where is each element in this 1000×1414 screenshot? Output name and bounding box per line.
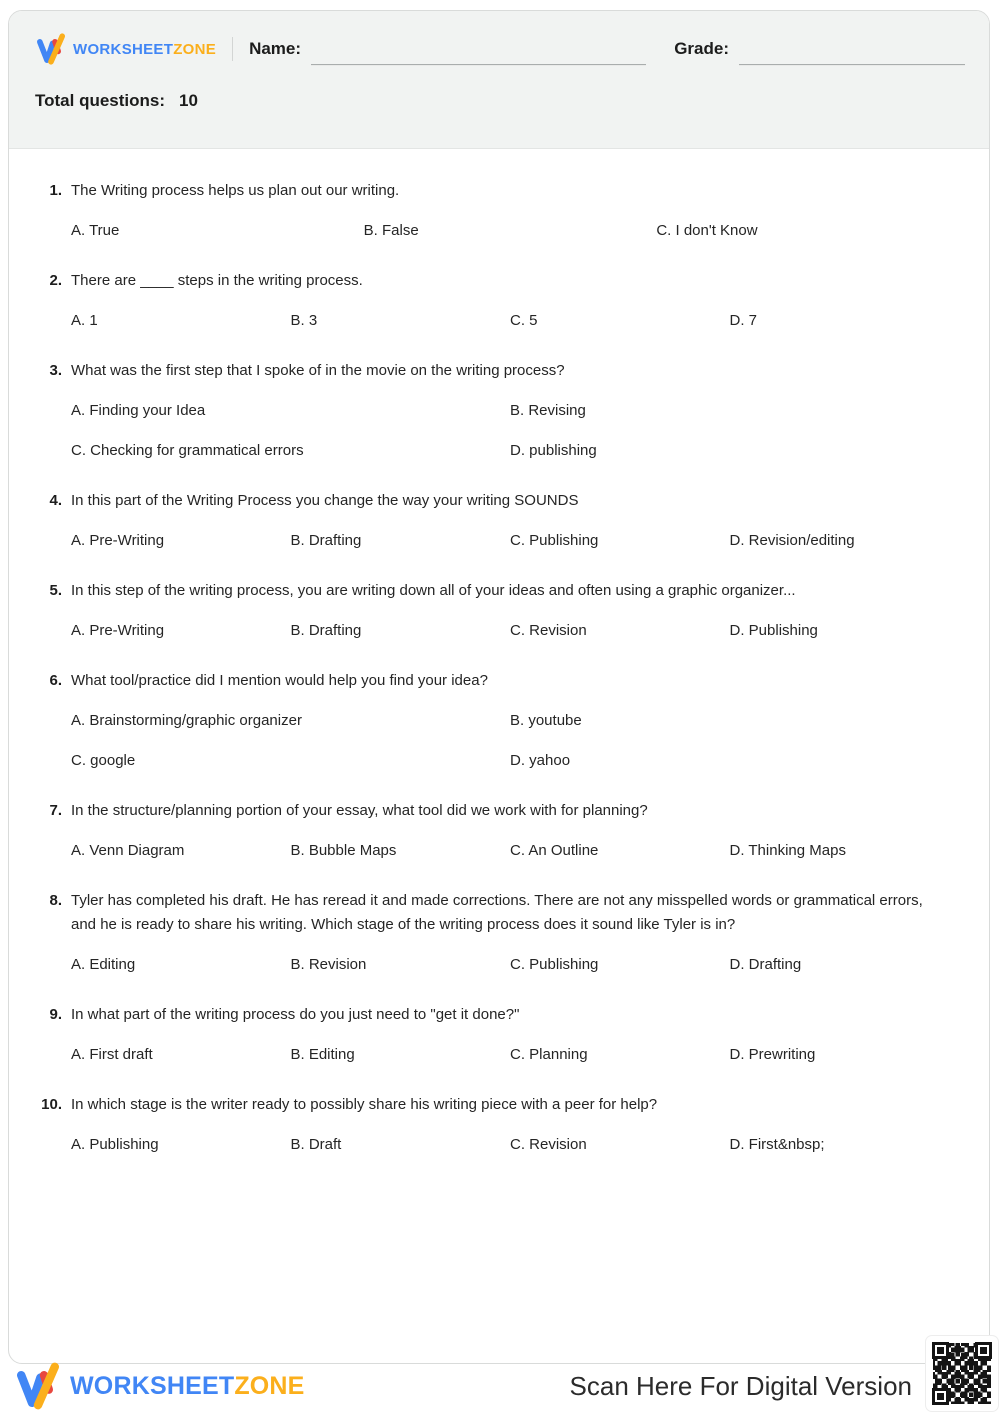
question-item [36,669,949,773]
page-footer [14,1358,912,1414]
question-list [9,149,989,1157]
answer-option: C. Planning [510,1046,588,1063]
answer-options [71,1133,949,1157]
footer-brand-name [70,1372,305,1401]
answer-option: A. Pre-Writing [71,622,165,639]
worksheet-header [9,11,989,149]
question-body [71,799,949,863]
answer-option: C. google [71,752,136,769]
answer-option: D. Publishing [729,622,818,639]
qr-finder-icon [932,1388,949,1405]
question-text: In this step of the writing process, you are writing down all of your ideas and often using a graphic organizer... [71,582,796,599]
qr-finder-icon [975,1342,992,1359]
answer-option: B. False [363,222,419,239]
question-body [71,889,949,977]
qr-code [926,1336,998,1411]
answer-option: D. Revision/editing [729,532,855,549]
question-number: 10. [41,1096,62,1113]
answer-options [71,619,949,643]
question-text: Tyler has completed his draft. He has reread it and made corrections. There are not any misspelled words or grammatical errors, and he is ready to share his writing. Which stage of the writing process does it sound like Tyler is in? [71,892,923,933]
answer-options [71,529,949,553]
answer-options [71,709,949,773]
footer-brand [14,1362,305,1410]
answer-options [71,399,949,463]
answer-option: C. Revision [510,622,587,639]
answer-option: B. Drafting [290,532,362,549]
header-divider [232,37,233,61]
brand-name [73,41,216,58]
question-number: 2. [49,272,62,289]
question-text: The Writing process helps us plan out our writing. [71,182,400,199]
answer-option: B. Editing [290,1046,355,1063]
brand-word-worksheet: WORKSHEET [73,40,174,58]
question-body [71,1093,949,1157]
question-item [36,179,949,243]
question-item [36,579,949,643]
answer-option: B. Bubble Maps [290,842,397,859]
qr-finder-icon [932,1342,949,1359]
question-text: In which stage is the writer ready to possibly share his writing piece with a peer for help? [71,1096,658,1113]
answer-option: D. Drafting [729,956,802,973]
brand-word-worksheet: WORKSHEET [70,1371,235,1400]
worksheet-page [8,10,990,1364]
qr-pattern [933,1343,991,1404]
question-item [36,889,949,977]
brand-word-zone: ZONE [173,40,217,58]
question-number: 9. [49,1006,62,1023]
answer-option: C. Checking for grammatical errors [71,442,304,459]
answer-option: D. Thinking Maps [729,842,846,859]
answer-option: A. Publishing [71,1136,159,1153]
answer-options [71,1043,949,1067]
answer-options [71,839,949,863]
question-body [71,669,949,773]
grade-label: Grade: [674,39,729,58]
total-questions-value: 10 [179,91,198,110]
question-text: There are ____ steps in the writing process. [71,272,363,289]
question-item [36,269,949,333]
answer-option: B. Draft [290,1136,342,1153]
answer-option: B. 3 [290,312,318,329]
question-text: In what part of the writing process do you just need to "get it done?" [71,1006,520,1023]
answer-option: D. yahoo [510,752,571,769]
question-text: What was the first step that I spoke of in the movie on the writing process? [71,362,565,379]
answer-option: C. Revision [510,1136,587,1153]
answer-option: D. 7 [729,312,758,329]
question-item [36,799,949,863]
question-item [36,1093,949,1157]
question-text: In the structure/planning portion of your essay, what tool did we work with for planning? [71,802,648,819]
question-number: 7. [49,802,62,819]
total-questions-row [35,91,965,111]
answer-option: A. 1 [71,312,98,329]
answer-option: A. Finding your Idea [71,402,206,419]
question-body [71,179,949,243]
answer-option: A. Pre-Writing [71,532,165,549]
answer-options [71,219,949,243]
answer-option: C. Publishing [510,956,599,973]
answer-option: C. An Outline [510,842,599,859]
question-body [71,489,949,553]
question-text: What tool/practice did I mention would help you find your idea? [71,672,488,689]
answer-option: A. First draft [71,1046,153,1063]
name-write-line [311,42,646,65]
brand-word-zone: ZONE [234,1371,305,1400]
question-number: 1. [49,182,62,199]
question-body [71,1003,949,1067]
answer-option: D. First&nbsp; [729,1136,825,1153]
answer-option: C. Publishing [510,532,599,549]
question-body [71,359,949,463]
question-number: 8. [49,892,62,909]
grade-write-line [739,42,965,65]
question-number: 5. [49,582,62,599]
answer-option: A. True [71,222,120,239]
question-item [36,1003,949,1067]
question-body [71,579,949,643]
question-number: 4. [49,492,62,509]
brand-row [35,11,965,65]
answer-option: D. publishing [510,442,597,459]
name-label: Name: [249,39,302,58]
answer-option: B. Revision [290,956,367,973]
question-number: 3. [49,362,62,379]
answer-option: A. Venn Diagram [71,842,185,859]
answer-option: C. 5 [510,312,538,329]
answer-option: A. Editing [71,956,136,973]
question-text: In this part of the Writing Process you change the way your writing SOUNDS [71,492,579,509]
question-item [36,359,949,463]
answer-option: B. Revising [510,402,586,419]
total-questions-label: Total questions: [35,91,166,110]
worksheetzone-logo-icon [35,33,67,65]
question-number: 6. [49,672,62,689]
worksheetzone-logo-icon [14,1362,62,1410]
answer-option: C. I don't Know [656,222,758,239]
answer-options [71,309,949,333]
answer-option: D. Prewriting [729,1046,816,1063]
question-item [36,489,949,553]
answer-option: B. Drafting [290,622,362,639]
question-body [71,269,949,333]
scan-here-text: Scan Here For Digital Version [569,1370,912,1401]
answer-options [71,953,949,977]
answer-option: B. youtube [510,712,582,729]
answer-option: A. Brainstorming/graphic organizer [71,712,302,729]
